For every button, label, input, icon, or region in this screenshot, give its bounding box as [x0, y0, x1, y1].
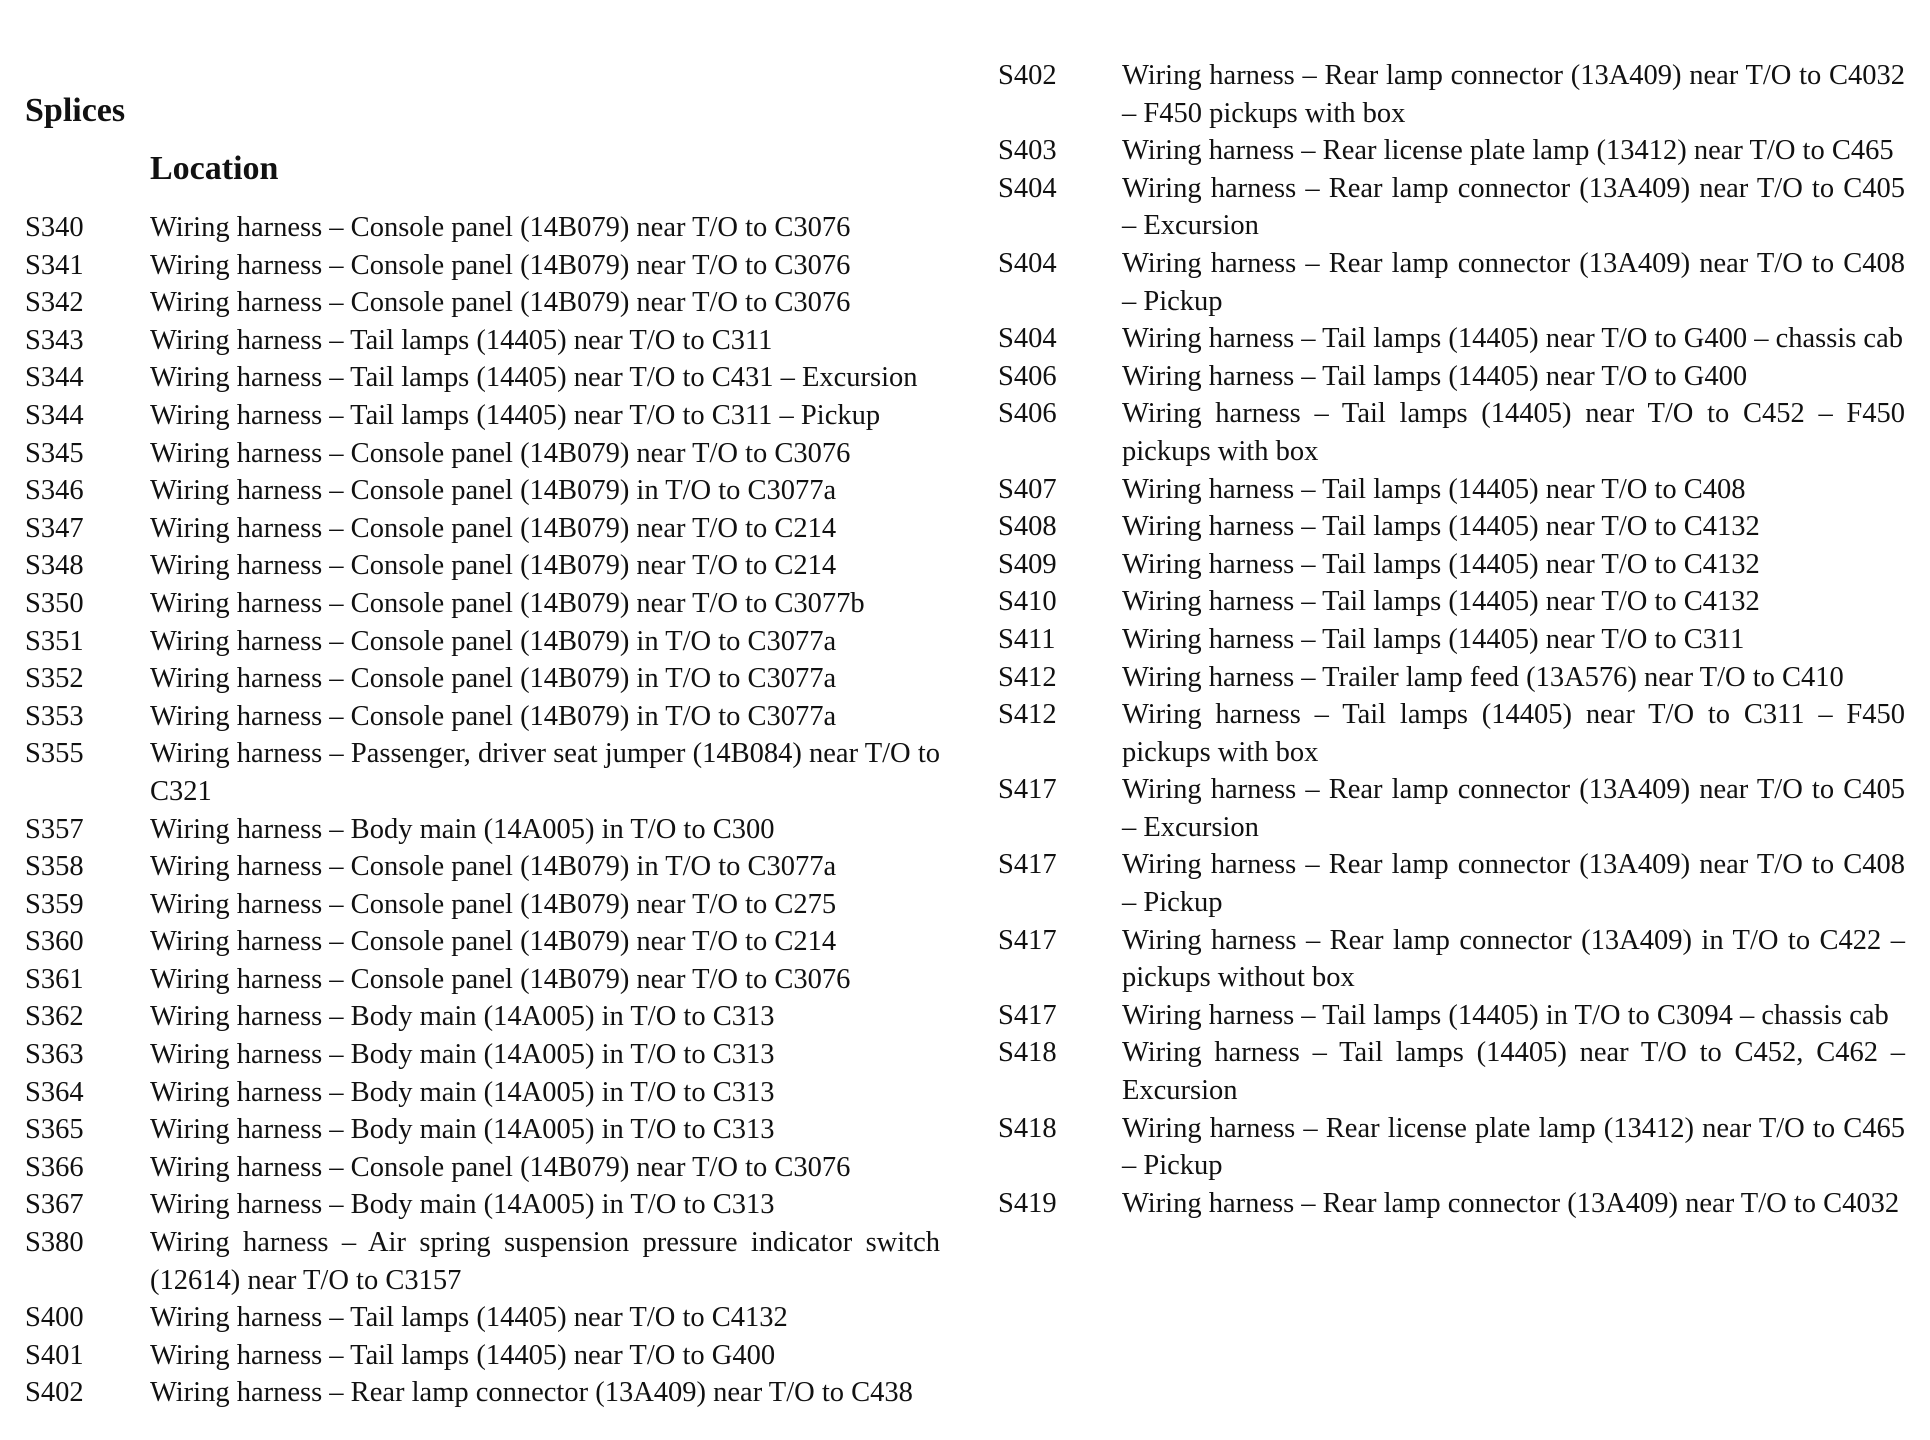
splice-code: S364 [25, 1076, 84, 1108]
splice-code: S380 [25, 1227, 84, 1259]
splice-code: S353 [25, 700, 84, 732]
page-heading: Splices [25, 92, 126, 129]
splice-code: S365 [25, 1114, 84, 1146]
splice-entry [25, 585, 940, 623]
splice-code: S417 [998, 924, 1057, 956]
splice-entry [25, 1224, 940, 1299]
splice-entry [998, 358, 1905, 396]
splice-location: Wiring harness – Tail lamps (14405) near T/O to G400 [150, 1339, 776, 1371]
splice-code: S418 [998, 1112, 1057, 1144]
splice-location: Wiring harness – Console panel (14B079) near T/O to C3076 [150, 287, 851, 319]
splice-code: S342 [25, 287, 84, 319]
splice-code: S360 [25, 926, 84, 958]
splice-location: Wiring harness – Body main (14A005) in T/O to C313 [150, 1114, 775, 1146]
splice-location: Wiring harness – Console panel (14B079) in T/O to C3077a [150, 851, 837, 883]
splice-entry [998, 508, 1905, 546]
splice-entry [25, 1299, 940, 1337]
splice-code: S417 [998, 849, 1057, 881]
splice-location: Wiring harness – Body main (14A005) in T/O to C313 [150, 1039, 775, 1071]
splice-code: S407 [998, 473, 1057, 505]
splice-location: Wiring harness – Tail lamps (14405) in T/O to C3094 – chassis cab [1122, 999, 1889, 1031]
splice-code: S367 [25, 1189, 84, 1221]
splice-entry [25, 1111, 940, 1149]
splice-location: Wiring harness – Passenger, driver seat jumper (14B084) near T/O to C321 [150, 738, 940, 807]
splice-entry [998, 1185, 1905, 1223]
splice-code: S406 [998, 398, 1057, 430]
splice-location: Wiring harness – Trailer lamp feed (13A576) near T/O to C410 [1122, 661, 1844, 693]
splice-entry [998, 583, 1905, 621]
splice-entry [25, 811, 940, 849]
left-splice-column [25, 209, 940, 1412]
splice-entry [998, 621, 1905, 659]
splice-location: Wiring harness – Console panel (14B079) near T/O to C214 [150, 926, 837, 958]
splice-code: S411 [998, 623, 1056, 655]
splice-location: Wiring harness – Tail lamps (14405) near T/O to G400 [1122, 360, 1748, 392]
splice-entry [25, 623, 940, 661]
splice-location: Wiring harness – Rear lamp connector (13A409) near T/O to C405 – Excursion [1122, 774, 1905, 843]
splice-location: Wiring harness – Console panel (14B079) in T/O to C3077a [150, 625, 837, 657]
splice-entry [25, 322, 940, 360]
splice-code: S344 [25, 399, 84, 431]
splice-code: S417 [998, 999, 1057, 1031]
splice-code: S404 [998, 172, 1057, 204]
splice-code: S357 [25, 813, 84, 845]
splice-entry [998, 245, 1905, 320]
splice-entry [998, 1034, 1905, 1109]
splice-entry [25, 1149, 940, 1187]
splice-location: Wiring harness – Air spring suspension pressure indicator switch (12614) near T/O to C3157 [150, 1227, 940, 1296]
splice-location: Wiring harness – Body main (14A005) in T/O to C313 [150, 1076, 775, 1108]
splice-entry [25, 1337, 940, 1375]
splice-entry [25, 1074, 940, 1112]
splice-entry [25, 247, 940, 285]
splice-location: Wiring harness – Console panel (14B079) in T/O to C3077a [150, 700, 837, 732]
splice-location: Wiring harness – Console panel (14B079) near T/O to C214 [150, 512, 837, 544]
splice-entry [25, 886, 940, 924]
splice-location: Wiring harness – Rear lamp connector (13A409) near T/O to C4032 – F450 pickups with box [1122, 60, 1905, 129]
splice-location: Wiring harness – Rear lamp connector (13A409) near T/O to C408 – Pickup [1122, 247, 1905, 317]
splice-location: Wiring harness – Rear lamp connector (13A409) near T/O to C438 [150, 1377, 913, 1409]
splice-entry [25, 435, 940, 473]
splice-code: S404 [998, 247, 1057, 279]
splice-location: Wiring harness – Body main (14A005) in T/O to C300 [150, 813, 775, 845]
splice-entry [998, 997, 1905, 1035]
splice-location: Wiring harness – Console panel (14B079) near T/O to C3077b [150, 587, 865, 619]
splice-entry [998, 320, 1905, 358]
splice-code: S340 [25, 212, 84, 243]
splice-entry [998, 395, 1905, 470]
splice-entry [25, 735, 940, 810]
splice-code: S355 [25, 738, 84, 770]
splice-code: S403 [998, 135, 1057, 167]
splice-location: Wiring harness – Tail lamps (14405) near T/O to C452 – F450 pickups with box [1122, 398, 1905, 467]
splice-code: S402 [998, 60, 1057, 91]
splice-location: Wiring harness – Console panel (14B079) near T/O to C3076 [150, 437, 851, 469]
splice-entry [25, 472, 940, 510]
splice-location: Wiring harness – Rear lamp connector (13A409) in T/O to C422 – pickups without box [1122, 924, 1905, 994]
splice-location: Wiring harness – Tail lamps (14405) near T/O to C311 [1122, 623, 1745, 655]
splice-entry [25, 547, 940, 585]
splice-entry [25, 359, 940, 397]
splice-location: Wiring harness – Console panel (14B079) near T/O to C3076 [150, 212, 851, 243]
splice-code: S346 [25, 475, 84, 507]
splice-entry [998, 57, 1905, 132]
splice-location: Wiring harness – Tail lamps (14405) near T/O to C4132 [1122, 511, 1760, 543]
splice-entry [998, 696, 1905, 771]
splice-entry [25, 1186, 940, 1224]
splice-entry [25, 998, 940, 1036]
splice-code: S362 [25, 1001, 84, 1033]
splice-code: S341 [25, 249, 84, 281]
splice-entry [25, 1374, 940, 1412]
splice-entry [998, 170, 1905, 245]
splice-code: S361 [25, 963, 84, 995]
right-splice-column [998, 57, 1905, 1222]
splice-code: S358 [25, 851, 84, 883]
splice-entry [998, 1110, 1905, 1185]
splice-entry [25, 510, 940, 548]
splice-code: S412 [998, 661, 1057, 693]
splice-code: S412 [998, 699, 1057, 731]
splice-location: Wiring harness – Rear lamp connector (13A409) near T/O to C4032 [1122, 1187, 1900, 1219]
splice-entry [25, 961, 940, 999]
splice-entry [25, 660, 940, 698]
splice-location: Wiring harness – Console panel (14B079) near T/O to C214 [150, 550, 837, 582]
splice-entry [25, 209, 940, 247]
splice-location: Wiring harness – Body main (14A005) in T/O to C313 [150, 1189, 775, 1221]
splice-code: S344 [25, 362, 84, 394]
splice-location: Wiring harness – Rear license plate lamp (13412) near T/O to C465 [1122, 135, 1894, 167]
splice-code: S419 [998, 1187, 1057, 1219]
splice-code: S352 [25, 663, 84, 695]
splice-location: Wiring harness – Console panel (14B079) near T/O to C3076 [150, 1151, 851, 1183]
splice-code: S402 [25, 1377, 84, 1409]
splice-code: S417 [998, 774, 1057, 806]
splice-location: Wiring harness – Tail lamps (14405) near T/O to C4132 [150, 1302, 788, 1334]
splice-code: S408 [998, 511, 1057, 543]
splice-entry [998, 846, 1905, 921]
splice-entry [998, 771, 1905, 846]
splice-entry [998, 546, 1905, 584]
splice-entry [25, 848, 940, 886]
splice-location: Wiring harness – Body main (14A005) in T/O to C313 [150, 1001, 775, 1033]
splice-code: S351 [25, 625, 84, 657]
splice-entry [25, 397, 940, 435]
splice-location: Wiring harness – Tail lamps (14405) near T/O to C311 [150, 324, 773, 356]
splice-code: S406 [998, 360, 1057, 392]
splice-location: Wiring harness – Tail lamps (14405) near T/O to C4132 [1122, 586, 1760, 618]
splice-location: Wiring harness – Tail lamps (14405) near T/O to G400 – chassis cab [1122, 323, 1903, 355]
splice-code: S345 [25, 437, 84, 469]
splice-location: Wiring harness – Rear lamp connector (13A409) near T/O to C408 – Pickup [1122, 849, 1905, 919]
splice-location: Wiring harness – Tail lamps (14405) near T/O to C408 [1122, 473, 1746, 505]
splice-location: Wiring harness – Tail lamps (14405) near T/O to C452, C462 – Excursion [1122, 1037, 1905, 1107]
splice-code: S401 [25, 1339, 84, 1371]
splice-location: Wiring harness – Rear lamp connector (13A409) near T/O to C405 – Excursion [1122, 172, 1905, 242]
splice-entry [25, 1036, 940, 1074]
splice-code: S343 [25, 324, 84, 356]
splice-code: S418 [998, 1037, 1057, 1069]
splice-code: S410 [998, 586, 1057, 618]
splice-code: S359 [25, 888, 84, 920]
splice-code: S400 [25, 1302, 84, 1334]
splice-entry [998, 132, 1905, 170]
splice-location: Wiring harness – Tail lamps (14405) near T/O to C311 – F450 pickups with box [1122, 699, 1905, 768]
splice-entry [25, 284, 940, 322]
splice-location: Wiring harness – Console panel (14B079) in T/O to C3077a [150, 475, 837, 507]
splice-location: Wiring harness – Console panel (14B079) near T/O to C275 [150, 888, 837, 920]
splice-location: Wiring harness – Console panel (14B079) in T/O to C3077a [150, 663, 837, 695]
splice-code: S347 [25, 512, 84, 544]
splice-entry [25, 923, 940, 961]
splice-entry [998, 922, 1905, 997]
splice-code: S348 [25, 550, 84, 582]
splice-entry [25, 698, 940, 736]
splice-location: Wiring harness – Rear license plate lamp (13412) near T/O to C465 – Pickup [1122, 1112, 1905, 1182]
splice-code: S409 [998, 548, 1057, 580]
location-subheading: Location [150, 150, 279, 187]
splice-entry [998, 471, 1905, 509]
splice-code: S404 [998, 323, 1057, 355]
splice-entry [998, 659, 1905, 697]
splice-code: S350 [25, 587, 84, 619]
splice-code: S363 [25, 1039, 84, 1071]
splice-location: Wiring harness – Tail lamps (14405) near T/O to C4132 [1122, 548, 1760, 580]
splice-location: Wiring harness – Tail lamps (14405) near T/O to C311 – Pickup [150, 399, 881, 431]
splice-location: Wiring harness – Console panel (14B079) near T/O to C3076 [150, 249, 851, 281]
splice-location: Wiring harness – Tail lamps (14405) near T/O to C431 – Excursion [150, 362, 918, 394]
splice-location: Wiring harness – Console panel (14B079) near T/O to C3076 [150, 963, 851, 995]
splice-code: S366 [25, 1151, 84, 1183]
